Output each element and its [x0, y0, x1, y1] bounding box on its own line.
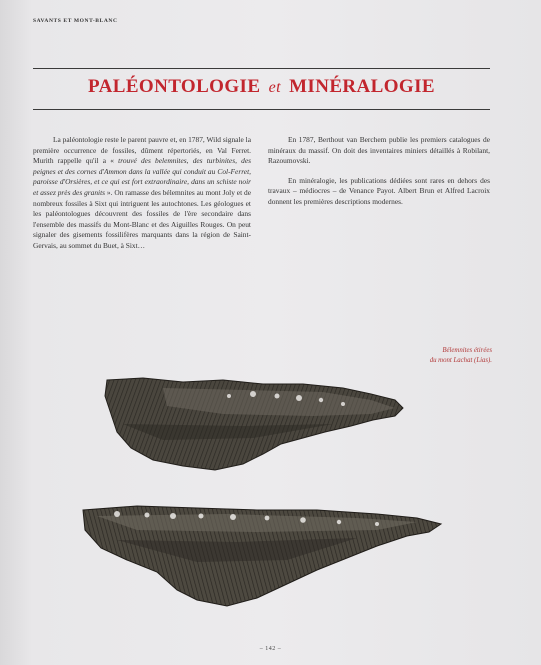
title-rule-top — [33, 68, 490, 69]
page-number: – 142 – — [259, 646, 282, 652]
right-paragraph-1: En 1787, Berthout van Berchem publie les premiers catalogues de minéraux du massif. On doit des inventaires miniers détaillés à Robilant, Razoumovski. — [268, 135, 490, 166]
left-paragraph-1 — [33, 135, 251, 252]
caption-line-1: Bélemnites étirées — [442, 347, 492, 354]
right-paragraph-2: En minéralogie, les publications dédiées sont rares en dehors des travaux – médiocres – de Venance Payot. Albert Brun et Alfred Lacroix donnent les premières descriptions modernes. — [268, 175, 490, 206]
title-rule-bottom — [33, 109, 490, 110]
left-paragraph-1-text-c: ». On ramasse des bélemnites au mont Joly et de nombreux fossiles à Sixt qui intriguent les autochtones. Les géologues et les paléontologues découvrent des fossiles de l'ère secondaire dans l'ensemble des massifs du Mont-Blanc et des Aiguilles Rouges. On peut signaler des gisements fossilifères marquants dans la région de Saint-Gervais, au sommet du Buet, à Sixt… — [33, 187, 251, 250]
title-connector: et — [268, 79, 281, 96]
page-title — [33, 76, 490, 98]
right-column — [268, 135, 490, 217]
left-paragraph-1-text-a: La paléontologie reste le parent pauvre et, en 1787, Wild signale la première occurrence de fossiles, dûment répertoriés, en Val Ferret. Murith rappelle qu'il a « — [33, 135, 251, 166]
title-part-1: PALÉONTOLOGIE — [88, 76, 261, 97]
title-part-2: MINÉRALOGIE — [289, 76, 435, 97]
figure-caption — [370, 346, 492, 366]
belemnite-fossil-upper-image — [103, 374, 405, 474]
caption-line-2: du mont Lachat (Lias). — [429, 357, 492, 364]
left-paragraph-1-quote: trouvé des belemnites, des turbinites, des peignes et des cornes d'Ammon dans la vallée qui conduit au Col-Ferret, paroisse d'Orsières, et ce qui est fort extraordinaire, dans un schiste noir et assez près des granits — [33, 156, 251, 197]
running-head: SAVANTS ET MONT-BLANC — [33, 18, 118, 24]
left-column — [33, 135, 251, 261]
belemnite-fossil-lower-image — [77, 500, 445, 612]
